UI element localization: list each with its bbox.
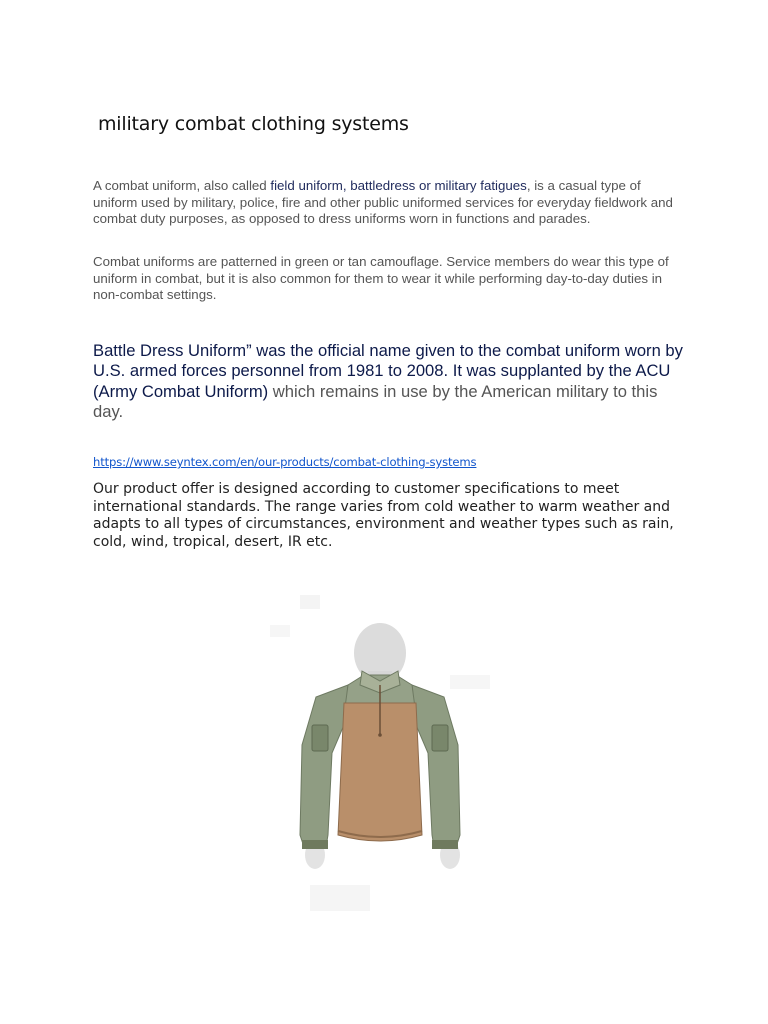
paragraph-combat-uniform-definition: [93, 178, 673, 228]
paragraph-text: , is a casual type of uniform used by military, police, fire and other public uniformed services for everyday fieldwork and combat duty purposes, as opposed to dress uniforms worn in functions and parades.: [93, 178, 673, 227]
paragraph-text-tail: which remains in use by the American military to this day.: [93, 381, 658, 422]
paragraph-camouflage: Combat uniforms are patterned in green or tan camouflage. Service members do wear this type of uniform in combat, but it is also common for them to wear it while performing day-to-day duties in non-combat settings.: [93, 254, 669, 303]
highlighted-terms: field uniform, battledress or military fatigues: [270, 178, 527, 193]
paragraph-product-offer: Our product offer is designed according to customer specifications to meet international standards. The range varies from cold weather to warm weather and adapts to all types of circumstances, environment and weather types such as rain, cold, wind, tropical, desert, IR etc.: [93, 481, 674, 550]
paragraph-battle-dress-uniform: [93, 341, 683, 423]
seyntex-link[interactable]: https://www.seyntex.com/en/our-products/combat-clothing-systems: [93, 455, 477, 469]
paragraph-text: A combat uniform, also called: [93, 178, 271, 193]
paragraph-text: Battle Dress Uniform” was the official name given to the combat uniform worn by U.S. armed forces personnel from 1981 to 2008. It was supplanted by the ACU (Army Combat Uniform): [93, 341, 683, 401]
page-title: military combat clothing systems: [98, 113, 409, 135]
combat-shirt-image: [240, 585, 520, 915]
